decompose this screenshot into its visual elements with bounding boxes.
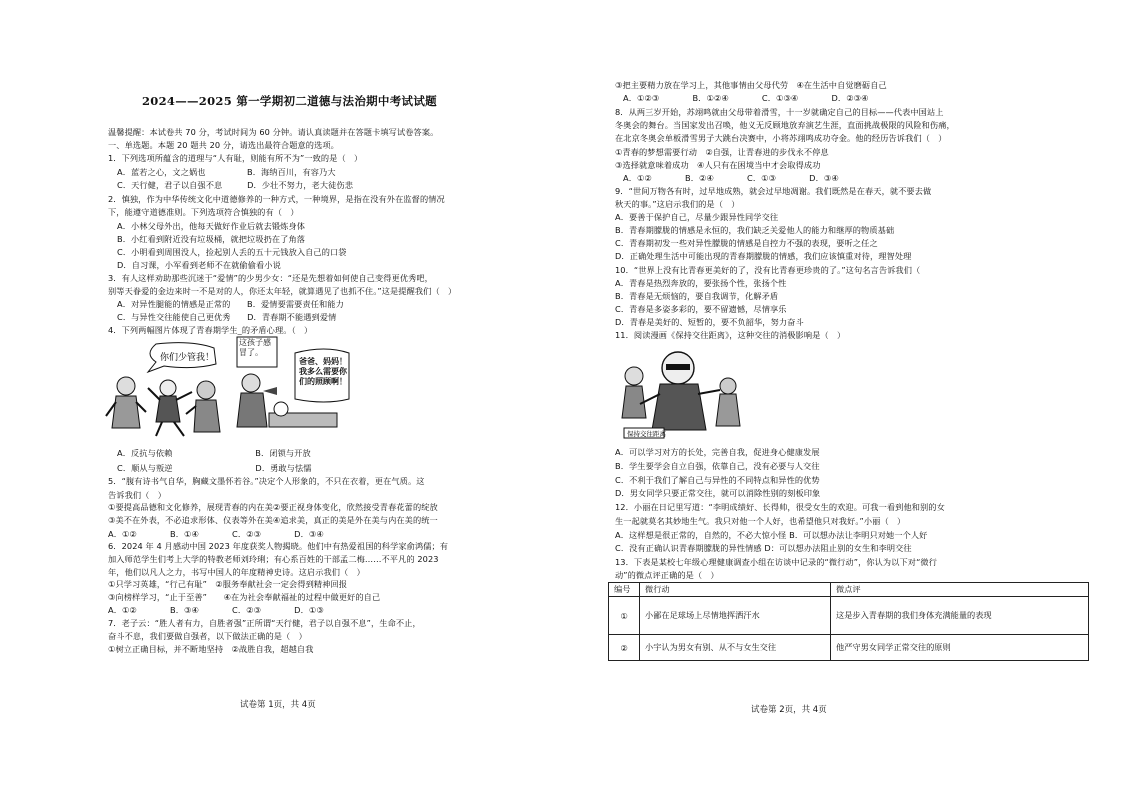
question-line: A．①② B．③④ C．②③ D．①③ (108, 605, 324, 615)
question-line: ①青春的梦想需要行动 ②自强，让青春进的步伐永不停息 (615, 147, 829, 157)
question-line: ③选择就意味着成功 ④人只有在困境当中才会取得成功 (615, 160, 821, 170)
table-cell: 这是步入青春期的我们身体充满能量的表现 (831, 597, 1089, 635)
question-line: ①要提高品德和文化修养，展现青春的内在美②要正视身体变化，欣然接受青春花蕾的绽放 (108, 502, 438, 512)
question-line: A．要善于保护自己，尽量少跟异性同学交往 (615, 212, 779, 222)
question-line: B．青春是无烦恼的，要自我调节，化解矛盾 (615, 291, 779, 301)
table-cell: 他严守男女同学正常交往的原则 (831, 635, 1089, 661)
table-cell: ② (609, 635, 640, 661)
question-line: A．①② B．②④ C．①③ D．③④ (623, 173, 839, 183)
question-line: ①树立正确目标，并不断地坚持 ②战胜自我，超越自我 (108, 644, 314, 654)
question-line: 冬奥会的舞台。当国家发出召唤，他义无反顾地放弃演艺生涯，直面挑战极限的风险和伤痛， (615, 120, 955, 130)
question-line: 动”的微点评正确的是（ ） (615, 570, 719, 580)
question-line: C．不利于我们了解自己与异性的不同特点和异性的优势 (615, 475, 820, 485)
question-line: ③把主要精力放在学习上，其他事情由父母代劳 ④在生活中自觉磨砺自己 (615, 80, 887, 90)
question-line: 奋斗不息，我们要做自强者，以下做法正确的是（ ） (108, 631, 307, 641)
question-line: A．反抗与依赖 B．闭锁与开放 (117, 448, 311, 458)
question-line: 别等天眷爱的金边来时一不是对的人，你还太年轻，就算遇见了也抓不住。”这是提醒我们（ ） (108, 286, 457, 296)
question-line: 加入师范学生们考上大学的特教老师刘玲琍；有心系百姓的干部孟二梅……不平凡的 2023 (108, 554, 439, 564)
question-line: D．正确处理生活中可能出现的青春期朦胧的情感，我们应该慎重对待，理智处理 (615, 251, 912, 261)
question-line: 温馨提醒：本试卷共 70 分，考试时间为 60 分钟。请认真读题并在答题卡填写试卷答案。 (108, 127, 439, 137)
question-line: ③向榜样学习，“止于至善” ④在为社会奉献福祉的过程中做更好的自己 (108, 592, 381, 602)
question-line: C．没有正确认识青春期朦胧的异性情感 D：可以想办法阻止别的女生和李明交往 (615, 543, 912, 553)
question-line: D．男女同学只要正常交往，就可以消除性别的刻板印象 (615, 488, 821, 498)
right-page (561, 0, 1123, 793)
question-line: A．可以学习对方的长处，完善自我，促进身心健康发展 (615, 447, 820, 457)
question-line: 在北京冬奥会单板滑雪男子大跳台决赛中，小将苏翊鸣成功夺金。他的经历告诉我们（ ） (615, 133, 947, 143)
question-line: C．青春是多姿多彩的，要不留遗憾，尽情享乐 (615, 304, 787, 314)
question-line: 10．“世界上没有比青春更美好的了，没有比青春更珍贵的了。”这句名言告诉我们（ (615, 265, 921, 275)
question-line: 12．小丽在日记里写道：“李明成绩好、长得帅，很受女生的欢迎。可我一看到他和别的女 (615, 502, 945, 512)
question-line: 5．“腹有诗书气自华，胸藏文墨怀若谷。”决定个人形象的，不只在衣着，更在气质。这 (108, 476, 425, 486)
cartoon-bubble-text: 你们少管我！ (160, 353, 215, 363)
cartoon-parent-bubble: 这孩子感冒了。 (239, 338, 271, 357)
question-line: D．青春是美好的、短暂的，要不负韶华，努力奋斗 (615, 317, 804, 327)
table-header-cell: 微点评 (831, 583, 1089, 597)
table-header-cell: 微行动 (640, 583, 831, 597)
cartoon-keep-distance-image (616, 342, 746, 440)
microaction-table (608, 582, 1089, 661)
question-line: 2．慎独，作为中华传统文化中道德修养的一种方式，一种境界，是指在没有外在监督的情况 (108, 194, 445, 204)
question-line: D．自习课，小军看到老师不在就偷偷看小说 (117, 260, 281, 270)
right-page-footer: 试卷第 2页，共 4页 (751, 705, 827, 715)
question-line: ①只学习英雄，“行己有耻” ②服务奉献社会一定会得到精神回报 (108, 579, 348, 589)
table-row (609, 635, 1089, 661)
table-cell: 小宇认为男女有别、从不与女生交往 (640, 635, 831, 661)
exam-title: 2024——2025 第一学期初二道德与法治期中考试试题 (142, 94, 437, 108)
question-line: 6．2024 年 4 月感动中国 2023 年度获奖人物揭晓。他们中有热爱祖国的科学家俞鸿儒；有 (108, 541, 449, 551)
question-line: 生一起就莫名其妙地生气。我只对他一个人好，也希望他只对我好。”小丽（ ） (615, 516, 906, 526)
question-line: 年，他们以凡人之力，书写中国人的年度精神史诗。这启示我们（ ） (108, 567, 365, 577)
question-line: 告诉我们（ ） (108, 490, 167, 500)
table-cell: 小鄙在足球场上尽情地挥洒汗水 (640, 597, 831, 635)
question-line: A．青春是热烈奔放的，要张扬个性，张扬个性 (615, 278, 787, 288)
question-line: 7．老子云：“胜人者有力，自胜者强”正所谓“天行健，君子以自强不息”，生命不止， (108, 618, 421, 628)
question-line: 一、单选题。本题 20 题共 20 分，请选出最符合题意的选项。 (108, 140, 339, 150)
question-line: B．青春期朦胧的情感是永恒的，我们缺乏关爱他人的能力和继厚的物质基础 (615, 225, 895, 235)
question-line: A．①② B．①④ C．②③ D．③④ (108, 529, 324, 539)
question-line: C．与异性交往能使自己更优秀 D．青春期不能遇到爱情 (117, 312, 337, 322)
question-line: ③美不在外表，不必追求形体、仪表等外在美④追求美，真正的美是外在美与内在美的统一 (108, 515, 438, 525)
question-line: 3．有人这样劝助那些沉迷于“爱情”的少男少女：“还是先想着如何使自己变得更优秀吧， (108, 273, 433, 283)
question-line: 13．下表是某校七年级心理健康调查小组在访谈中记录的“微行动”，你认为以下对“微行 (615, 557, 937, 567)
question-line: 秋天的事。”这启示我们的是（ ） (615, 199, 740, 209)
question-line: A．蓝若之心，文之娲也 B．海纳百川，有容乃大 (117, 167, 336, 177)
cartoon-caption: 保持交往距离 (627, 430, 666, 438)
question-line: C．天行健，君子以自强不息 D．少壮不努力，老大徒伤悲 (117, 180, 353, 190)
question-line: 11．阅读漫画《保持交往距离》，这种交往的消极影响是（ ） (615, 330, 846, 340)
left-page-footer: 试卷第 1页，共 4页 (240, 700, 316, 710)
question-line: A．对异性腿能的情感是正常的 B．爱情要需要责任和能力 (117, 299, 344, 309)
table-row (609, 597, 1089, 635)
left-page (0, 0, 561, 793)
table-header-cell: 编号 (609, 583, 640, 597)
cartoon-child-bubble: 爸爸、妈妈！我多么需要你们的照顾啊！ (299, 357, 347, 386)
question-line: B．小红看到附近没有垃圾桶，就把垃圾扔在了角落 (117, 234, 306, 244)
question-line: C．小明看到周围没人，捡起别人丢的五十元钱放入自己的口袋 (117, 247, 347, 257)
question-line: B．学生要学会自立自强，依靠自己，没有必要与人交往 (615, 461, 820, 471)
question-line: C．青春期初发一些对异性朦胧的情感是自控力不强的表现，要听之任之 (615, 238, 878, 248)
question-line: 下，能遵守道德准则。下列选项符合慎独的有（ ） (108, 207, 299, 217)
table-cell: ① (609, 597, 640, 635)
question-line: C．顺从与叛逆 D．勇敢与怯懦 (117, 463, 312, 473)
question-line: 9．“世间万物各有时，过早地成熟，就会过早地凋谢。我们既然是在春天，就不要去做 (615, 186, 932, 196)
cartoon-sick-child-image (233, 335, 353, 435)
question-line: A．①②③ B．①②④ C．①③④ D．②③④ (623, 93, 869, 103)
question-line: A．小林父母外出，他每天做好作业后就去锻炼身体 (117, 221, 306, 231)
question-line: 4．下列两幅图片体现了青春期学生_的矛盾心理。（ ） (108, 325, 313, 335)
question-line: 8．从两三岁开始，苏翊鸣就由父母带着滑雪，十一岁就确定自己的目标——代表中国站上 (615, 107, 944, 117)
question-line: A．这样想是很正常的，自然的，不必大惊小怪 B．可以想办法让李明只对她一个人好 (615, 530, 928, 540)
cartoon-rebellion-image (104, 340, 228, 438)
question-line: 1．下列选项所蕴含的道理与“人有耻，则能有所不为”一致的是（ ） (108, 153, 363, 163)
